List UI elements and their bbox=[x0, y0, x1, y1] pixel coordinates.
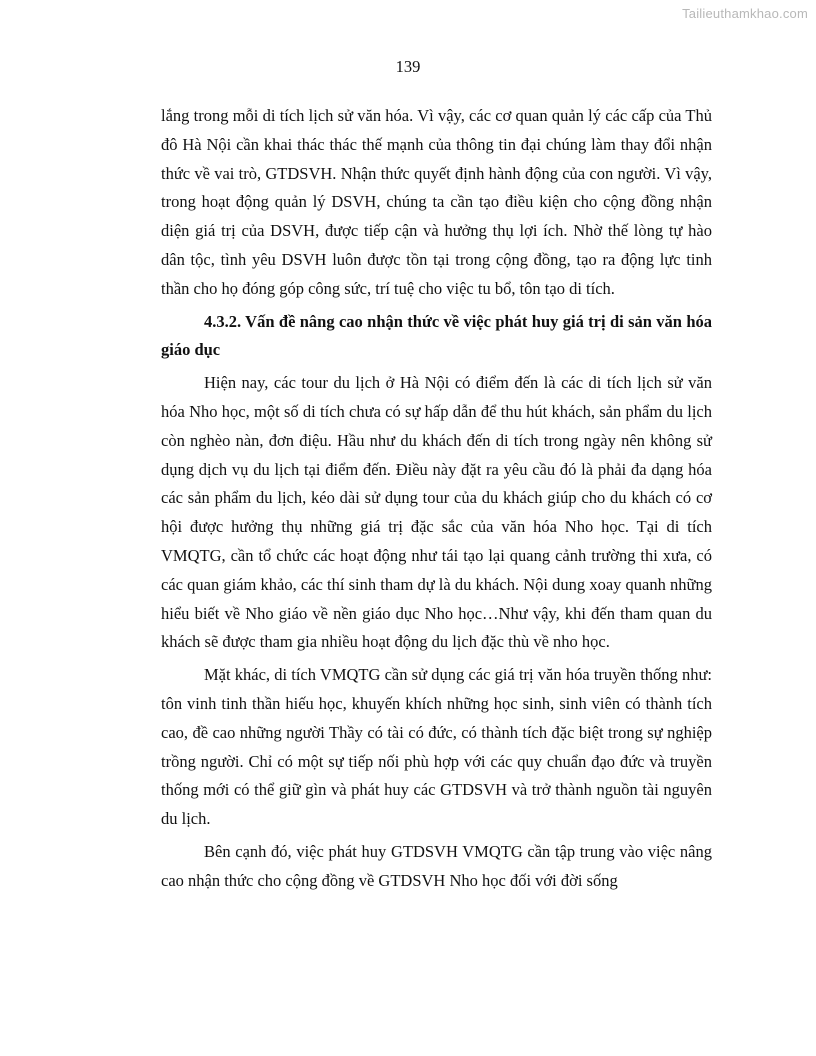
paragraph: Bên cạnh đó, việc phát huy GTDSVH VMQTG cần tập trung vào việc nâng cao nhận thức cho cộng đồng về GTDSVH Nho học đối với đời sống bbox=[161, 841, 712, 890]
paragraph-continuation: lắng trong mỗi di tích lịch sử văn hóa. Vì vậy, các cơ quan quản lý các cấp của Thủ đô Hà Nội cần khai thác thác thế mạnh của thông tin đại chúng làm thay đổi nhận thức về vai trò, GTDSVH. Nhận thức quyết định hành động của con người. Vì vậy, trong hoạt động quản lý DSVH, chúng ta cần tạo điều kiện cho cộng đồng nhận diện giá trị của DSVH, được tiếp cận và hưởng thụ lợi ích. Nhờ thế lòng tự hào dân tộc, tình yêu DSVH luôn được tồn tại trong cộng đồng, tạo ra động lực tinh thần cho họ đóng góp công sức, trí tuệ cho việc tu bổ, tôn tạo di tích. bbox=[161, 106, 712, 298]
document-body bbox=[161, 102, 712, 900]
page-number: 139 bbox=[395, 57, 421, 76]
paragraph: Mặt khác, di tích VMQTG cần sử dụng các giá trị văn hóa truyền thống như: tôn vinh tinh thần hiếu học, khuyến khích những học sinh, sinh viên có thành tích cao, đề cao những người Thầy có tài có đức, có thành tích đặc biệt trong sự nghiệp trồng người. Chỉ có một sự tiếp nối phù hợp với các quy chuẩn đạo đức và truyền thống mới có thể giữ gìn và phát huy các GTDSVH và trở thành nguồn tài nguyên du lịch. bbox=[161, 665, 712, 829]
paragraph: Hiện nay, các tour du lịch ở Hà Nội có điểm đến là các di tích lịch sử văn hóa Nho học, một số di tích chưa có sự hấp dẫn để thu hút khách, sản phẩm du lịch còn nghèo nàn, đơn điệu. Hầu như du khách đến di tích trong ngày nên không sử dụng dịch vụ du lịch tại điểm đến. Điều này đặt ra yêu cầu đó là phải đa dạng hóa các sản phẩm du lịch, kéo dài sử dụng tour của du khách giúp cho du khách có cơ hội được hưởng thụ những giá trị đặc sắc của văn hóa Nho học. Tại di tích VMQTG, cần tổ chức các hoạt động như tái tạo lại quang cảnh trường thi xưa, có các quan giám khảo, các thí sinh tham dự là du khách. Nội dung xoay quanh những hiểu biết về Nho giáo về nền giáo dục Nho học…Như vậy, khi đến tham quan du khách sẽ được tham gia nhiều hoạt động du lịch đặc thù về nho học. bbox=[161, 373, 712, 652]
section-heading: 4.3.2. Vấn đề nâng cao nhận thức về việc phát huy giá trị di sản văn hóa giáo dục bbox=[161, 311, 712, 360]
watermark-text: Tailieuthamkhao.com bbox=[682, 6, 808, 21]
